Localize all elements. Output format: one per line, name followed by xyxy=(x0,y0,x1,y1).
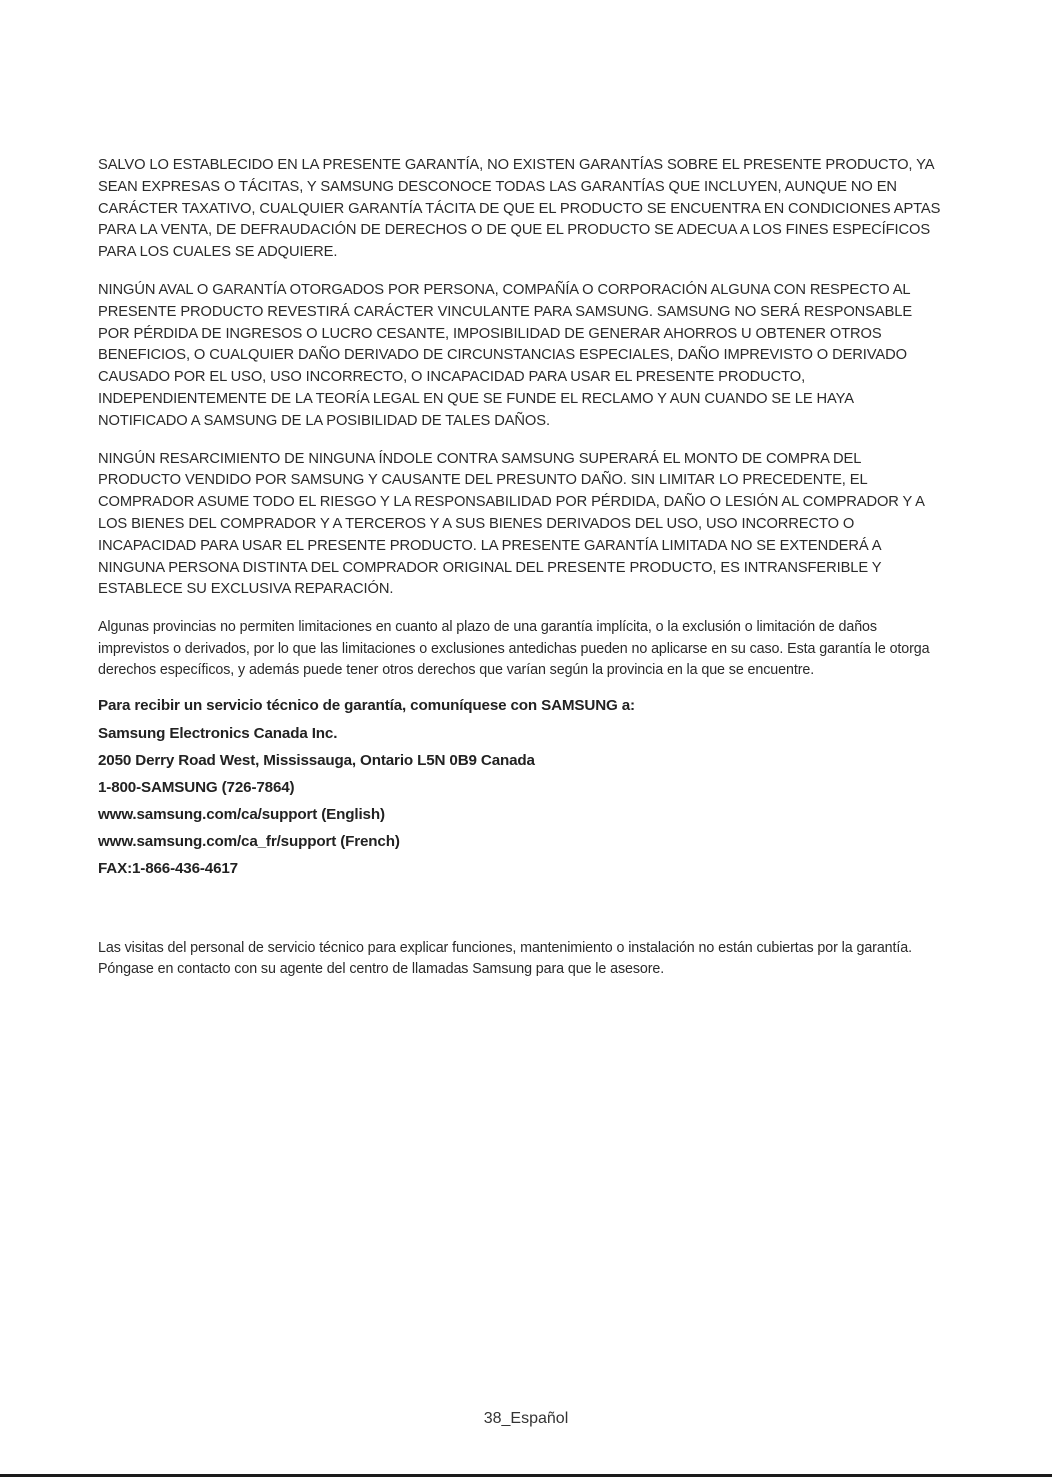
support-link-french[interactable]: www.samsung.com/ca_fr/support (French) xyxy=(98,833,400,851)
warranty-body xyxy=(98,155,943,886)
contact-company: Samsung Electronics Canada Inc. xyxy=(98,724,338,742)
contact-web-french xyxy=(98,831,943,853)
disclaimer-paragraph-3: NINGÚN RESARCIMIENTO DE NINGUNA ÍNDOLE CONTRA SAMSUNG SUPERARÁ EL MONTO DE COMPRA DEL PRODUCTO VENDIDO POR SAMSUNG Y CAUSANTE DEL PRESUNTO DAÑO. SIN LIMITAR LO PRECEDENTE, EL COMPRADOR ASUME TODO EL RIESGO Y LA RESPONSABILIDAD POR PÉRDIDA, DAÑO O LESIÓN AL COMPRADOR Y A LOS BIENES DEL COMPRADOR Y A TERCEROS Y A SUS BIENES DERIVADOS DEL USO, USO INCORRECTO O INCAPACIDAD PARA USAR EL PRESENTE PRODUCTO. LA PRESENTE GARANTÍA LIMITADA NO SE EXTENDERÁ A NINGUNA PERSONA DISTINTA DEL COMPRADOR ORIGINAL DEL PRESENTE PRODUCTO, ES INTRANSFERIBLE Y ESTABLECE SU EXCLUSIVA REPARACIÓN. xyxy=(98,450,925,598)
contact-fax: FAX:1-866-436-4617 xyxy=(98,860,238,878)
notice-line-1: Las visitas del personal de servicio técnico para explicar funciones, mantenimiento o instalación no están cubiertas por la garantía. xyxy=(98,940,913,956)
disclaimer-paragraph-2: NINGÚN AVAL O GARANTÍA OTORGADOS POR PERSONA, COMPAÑÍA O CORPORACIÓN ALGUNA CON RESPECTO AL PRESENTE PRODUCTO REVESTIRÁ CARÁCTER VINCULANTE PARA SAMSUNG. SAMSUNG NO SERÁ RESPONSABLE POR PÉRDIDA DE INGRESOS O LUCRO CESANTE, IMPOSIBILIDAD DE GENERAR AHORROS U OBTENER OTROS BENEFICIOS, O CUALQUIER DAÑO DERIVADO DE CIRCUNSTANCIAS ESPECIALES, DAÑO IMPREVISTO O DERIVADO CAUSADO POR EL USO, USO INCORRECTO, O INCAPACIDAD PARA USAR EL PRESENTE PRODUCTO, INDEPENDIENTEMENTE DE LA TEORÍA LEGAL EN QUE SE FUNDE EL RECLAMO Y AUN CUANDO SE LE HAYA NOTIFICADO A SAMSUNG DE LA POSIBILIDAD DE TALES DAÑOS. xyxy=(98,281,913,429)
contact-block xyxy=(98,695,943,880)
page-number: 38_Español xyxy=(483,1410,569,1427)
contact-web-english xyxy=(98,804,943,826)
notice-line-2: Póngase en contacto con su agente del centro de llamadas Samsung para que le asesore. xyxy=(98,961,665,978)
contact-heading: Para recibir un servicio técnico de garantía, comuníquese con SAMSUNG a: xyxy=(98,697,635,715)
bottom-divider xyxy=(0,1474,1052,1477)
disclaimer-paragraph-1: SALVO LO ESTABLECIDO EN LA PRESENTE GARANTÍA, NO EXISTEN GARANTÍAS SOBRE EL PRESENTE PRODUCTO, YA SEAN EXPRESAS O TÁCITAS, Y SAMSUNG DESCONOCE TODAS LAS GARANTÍAS QUE INCLUYEN, AUNQUE NO EN CARÁCTER TAXATIVO, CUALQUIER GARANTÍA TÁCITA DE QUE EL PRODUCTO SE ENCUENTRA EN CONDICIONES APTAS PARA LA VENTA, DE DEFRAUDACIÓN DE DERECHOS O DE QUE EL PRODUCTO SE ADECUA A LOS FINES ESPECÍFICOS PARA LOS CUALES SE ADQUIERE. xyxy=(98,157,941,261)
contact-phone: 1-800-SAMSUNG (726-7864) xyxy=(98,778,295,796)
service-visit-notice xyxy=(98,938,943,981)
support-link-english[interactable]: www.samsung.com/ca/support (English) xyxy=(98,806,385,824)
provincial-rights-paragraph: Algunas provincias no permiten limitaciones en cuanto al plazo de una garantía implícita, o la exclusión o limitación de daños imprevistos o derivados, por lo que las limitaciones o exclusiones antedichas pueden no aplicarse en su caso. Esta garantía le otorga derechos específicos, y además puede tener otros derechos que varían según la provincia en la que se encuentre. xyxy=(98,619,930,678)
contact-address: 2050 Derry Road West, Mississauga, Ontario L5N 0B9 Canada xyxy=(98,751,535,769)
